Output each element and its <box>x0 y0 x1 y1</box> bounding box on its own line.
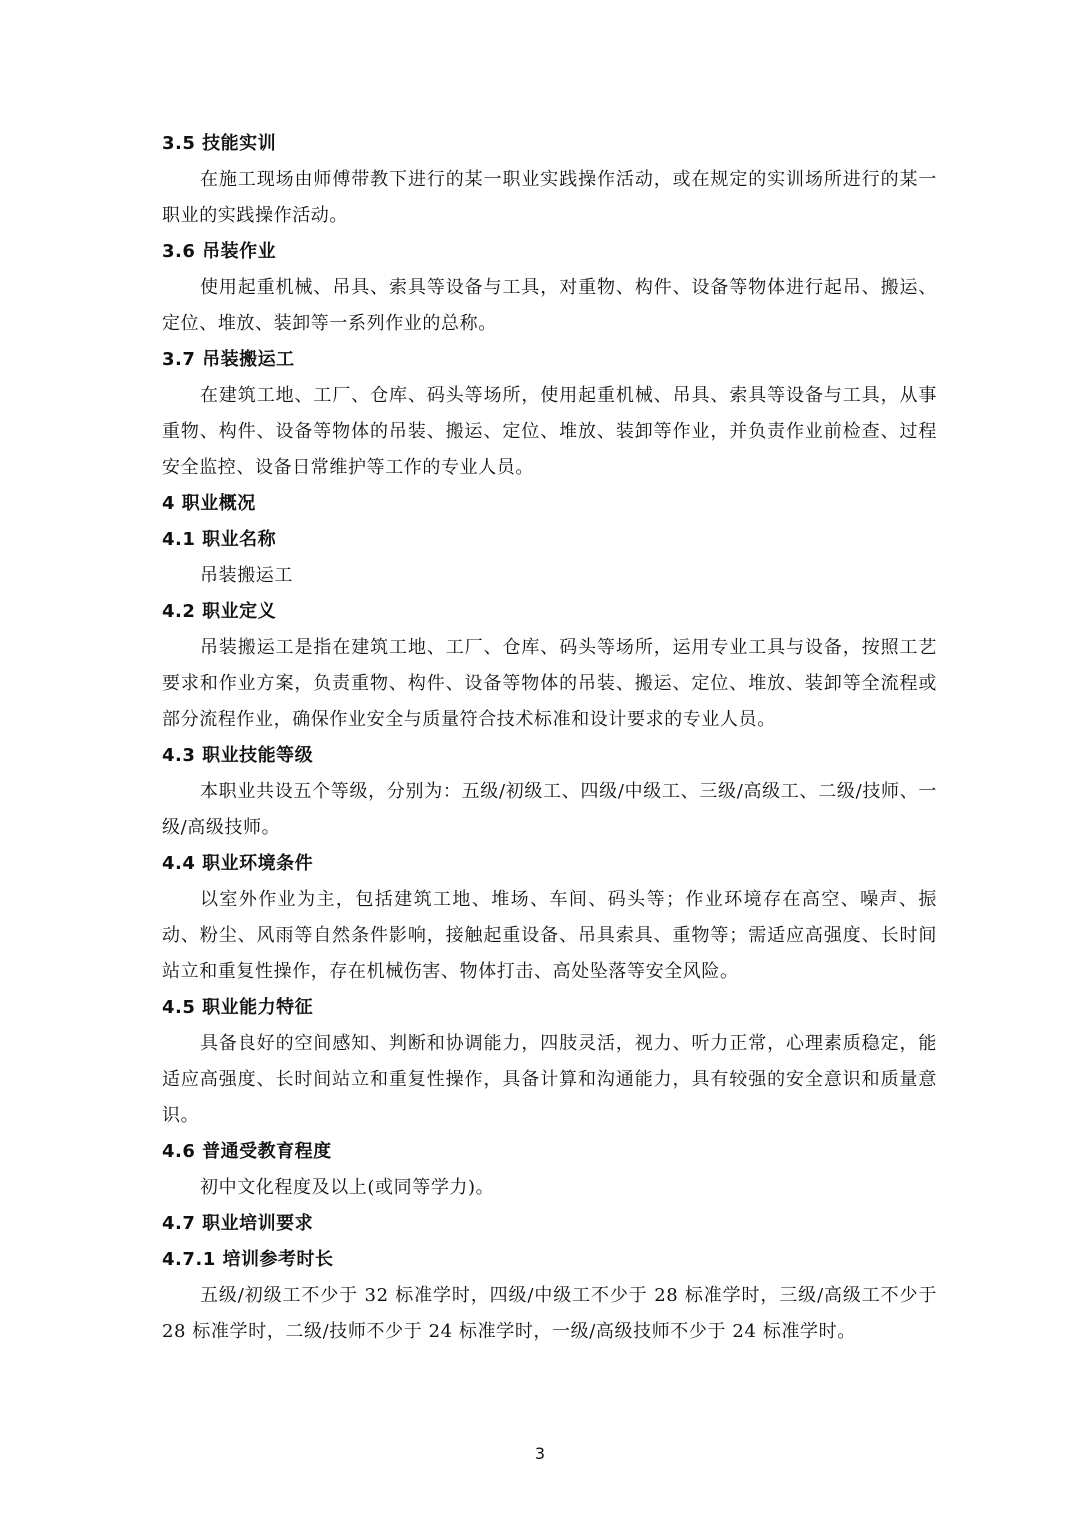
section-body-4-4: 以室外作业为主，包括建筑工地、堆场、车间、码头等；作业环境存在高空、噪声、振动、粉尘、风雨等自然条件影响，接触起重设备、吊具索具、重物等；需适应高强度、长时间站立和重复性操作，存在机械伤害、物体打击、高处坠落等安全风险。 <box>162 889 937 982</box>
page-content <box>162 126 937 1350</box>
section-body-4-7-1: 五级/初级工不少于 32 标准学时，四级/中级工不少于 28 标准学时，三级/高级工不少于 28 标准学时，二级/技师不少于 24 标准学时，一级/高级技师不少于 24 标准学时。 <box>162 1285 937 1342</box>
section-body-4-6: 初中文化程度及以上(或同等学力)。 <box>200 1177 495 1198</box>
section-heading-4-4: 4.4 职业环境条件 <box>162 853 314 874</box>
section-body-4-2: 吊装搬运工是指在建筑工地、工厂、仓库、码头等场所，运用专业工具与设备，按照工艺要求和作业方案，负责重物、构件、设备等物体的吊装、搬运、定位、堆放、装卸等全流程或部分流程作业，确保作业安全与质量符合技术标准和设计要求的专业人员。 <box>162 637 937 730</box>
section-heading-4-5: 4.5 职业能力特征 <box>162 997 314 1018</box>
section-heading-3-5: 3.5 技能实训 <box>162 133 277 154</box>
section-body-4-5: 具备良好的空间感知、判断和协调能力，四肢灵活，视力、听力正常，心理素质稳定，能适应高强度、长时间站立和重复性操作，具备计算和沟通能力，具有较强的安全意识和质量意识。 <box>162 1033 937 1126</box>
section-body-4-1: 吊装搬运工 <box>200 565 293 586</box>
section-body-3-5: 在施工现场由师傅带教下进行的某一职业实践操作活动，或在规定的实训场所进行的某一职业的实践操作活动。 <box>162 169 937 226</box>
section-heading-4-7-1: 4.7.1 培训参考时长 <box>162 1249 334 1270</box>
section-heading-3-7: 3.7 吊装搬运工 <box>162 349 295 370</box>
section-heading-4-7: 4.7 职业培训要求 <box>162 1213 314 1234</box>
section-body-4-3: 本职业共设五个等级，分别为：五级/初级工、四级/中级工、三级/高级工、二级/技师、一级/高级技师。 <box>162 781 937 838</box>
section-body-3-7: 在建筑工地、工厂、仓库、码头等场所，使用起重机械、吊具、索具等设备与工具，从事重物、构件、设备等物体的吊装、搬运、定位、堆放、装卸等作业，并负责作业前检查、过程安全监控、设备日常维护等工作的专业人员。 <box>162 385 937 478</box>
section-heading-4-3: 4.3 职业技能等级 <box>162 745 314 766</box>
section-heading-4-2: 4.2 职业定义 <box>162 601 277 622</box>
section-heading-4-1: 4.1 职业名称 <box>162 529 277 550</box>
section-heading-4: 4 职业概况 <box>162 493 256 514</box>
page-number: 3 <box>534 1444 546 1463</box>
section-heading-4-6: 4.6 普通受教育程度 <box>162 1141 332 1162</box>
section-body-3-6: 使用起重机械、吊具、索具等设备与工具，对重物、构件、设备等物体进行起吊、搬运、定位、堆放、装卸等一系列作业的总称。 <box>162 277 937 334</box>
section-heading-3-6: 3.6 吊装作业 <box>162 241 277 262</box>
